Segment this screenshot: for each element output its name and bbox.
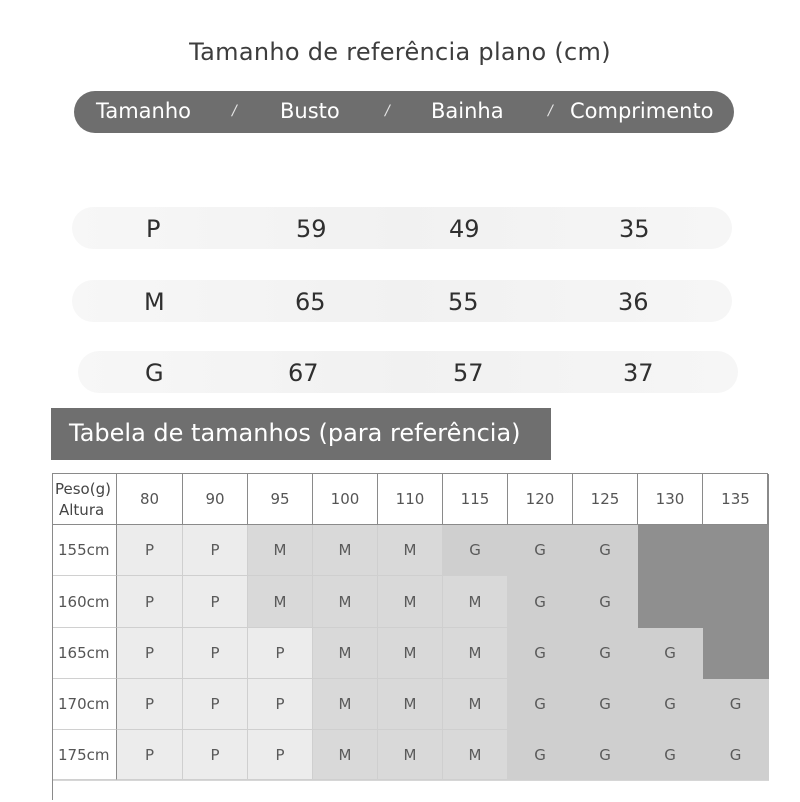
- size-label: G: [145, 359, 164, 387]
- size-cell-unavailable: [703, 576, 769, 628]
- size-cell: M: [248, 525, 313, 576]
- height-row-label: 175cm: [53, 730, 117, 780]
- height-row-label: 160cm: [53, 576, 117, 628]
- height-row-label: 165cm: [53, 628, 117, 679]
- hem-value: 49: [449, 215, 480, 243]
- size-cell: P: [248, 679, 313, 730]
- size-label: P: [146, 215, 161, 243]
- bust-value: 65: [295, 288, 326, 316]
- size-cell: G: [703, 730, 769, 780]
- header-separator: /: [232, 103, 237, 119]
- size-cell: G: [703, 679, 769, 730]
- size-cell: M: [378, 576, 443, 628]
- weight-column-header: 135: [703, 474, 769, 525]
- size-cell: G: [508, 679, 573, 730]
- flat-size-header: [74, 91, 734, 133]
- size-label: M: [144, 288, 165, 316]
- size-cell: G: [638, 628, 703, 679]
- weight-column-header: 125: [573, 474, 638, 525]
- size-cell: P: [183, 525, 248, 576]
- weight-column-header: 80: [117, 474, 183, 525]
- size-cell: G: [508, 576, 573, 628]
- bust-value: 67: [288, 359, 319, 387]
- size-cell: G: [638, 730, 703, 780]
- size-cell: M: [313, 576, 378, 628]
- header-separator: /: [385, 103, 390, 119]
- size-cell: M: [443, 730, 508, 780]
- size-cell: P: [248, 628, 313, 679]
- size-cell: P: [117, 525, 183, 576]
- size-cell: M: [313, 730, 378, 780]
- size-chart-title: Tabela de tamanhos (para referência): [69, 419, 521, 447]
- size-cell: G: [573, 525, 638, 576]
- size-cell: G: [638, 679, 703, 730]
- size-cell: G: [573, 576, 638, 628]
- size-cell: P: [117, 576, 183, 628]
- size-cell: P: [183, 628, 248, 679]
- header-bust: Busto: [280, 99, 340, 123]
- flat-size-title: Tamanho de referência plano (cm): [189, 38, 611, 66]
- size-cell: G: [573, 679, 638, 730]
- weight-column-header: 100: [313, 474, 378, 525]
- weight-axis-label: Peso(g): [55, 480, 111, 498]
- size-cell-unavailable: [703, 525, 769, 576]
- size-cell: P: [117, 679, 183, 730]
- length-value: 37: [623, 359, 654, 387]
- size-cell: G: [443, 525, 508, 576]
- length-value: 36: [618, 288, 649, 316]
- weight-column-header: 130: [638, 474, 703, 525]
- size-cell: M: [378, 730, 443, 780]
- size-row-m: [72, 280, 732, 322]
- size-cell: M: [443, 576, 508, 628]
- size-cell: M: [378, 525, 443, 576]
- hem-value: 57: [453, 359, 484, 387]
- weight-column-header: 120: [508, 474, 573, 525]
- size-cell-unavailable: [703, 628, 769, 679]
- weight-column-header: 115: [443, 474, 508, 525]
- size-cell: P: [117, 628, 183, 679]
- size-cell: G: [508, 730, 573, 780]
- size-cell: P: [183, 730, 248, 780]
- size-cell-unavailable: [638, 576, 703, 628]
- size-cell: P: [183, 679, 248, 730]
- size-row-p: [72, 207, 732, 249]
- size-cell: G: [573, 730, 638, 780]
- header-length: Comprimento: [570, 99, 714, 123]
- weight-column-header: 95: [248, 474, 313, 525]
- size-cell: M: [313, 525, 378, 576]
- size-cell: M: [443, 679, 508, 730]
- weight-column-header: 90: [183, 474, 248, 525]
- size-cell: G: [508, 525, 573, 576]
- size-cell: G: [508, 628, 573, 679]
- height-row-label: 170cm: [53, 679, 117, 730]
- header-size: Tamanho: [96, 99, 192, 123]
- size-cell-unavailable: [638, 525, 703, 576]
- size-cell: G: [573, 628, 638, 679]
- header-separator: /: [548, 103, 553, 119]
- size-row-g: [78, 351, 738, 393]
- size-chart-table: [52, 473, 768, 800]
- table-corner-header: [53, 474, 117, 525]
- size-cell: M: [313, 628, 378, 679]
- size-cell: P: [183, 576, 248, 628]
- size-chart-banner: [51, 408, 551, 460]
- size-cell: M: [378, 628, 443, 679]
- header-hem: Bainha: [431, 99, 504, 123]
- size-cell: P: [117, 730, 183, 780]
- size-cell: M: [443, 628, 508, 679]
- height-row-label: 155cm: [53, 525, 117, 576]
- size-cell: M: [378, 679, 443, 730]
- bust-value: 59: [296, 215, 327, 243]
- length-value: 35: [619, 215, 650, 243]
- size-cell: M: [313, 679, 378, 730]
- size-cell: P: [248, 730, 313, 780]
- size-cell: M: [248, 576, 313, 628]
- height-axis-label: Altura: [59, 501, 105, 519]
- table-bottom-strip: [53, 780, 769, 802]
- hem-value: 55: [448, 288, 479, 316]
- weight-column-header: 110: [378, 474, 443, 525]
